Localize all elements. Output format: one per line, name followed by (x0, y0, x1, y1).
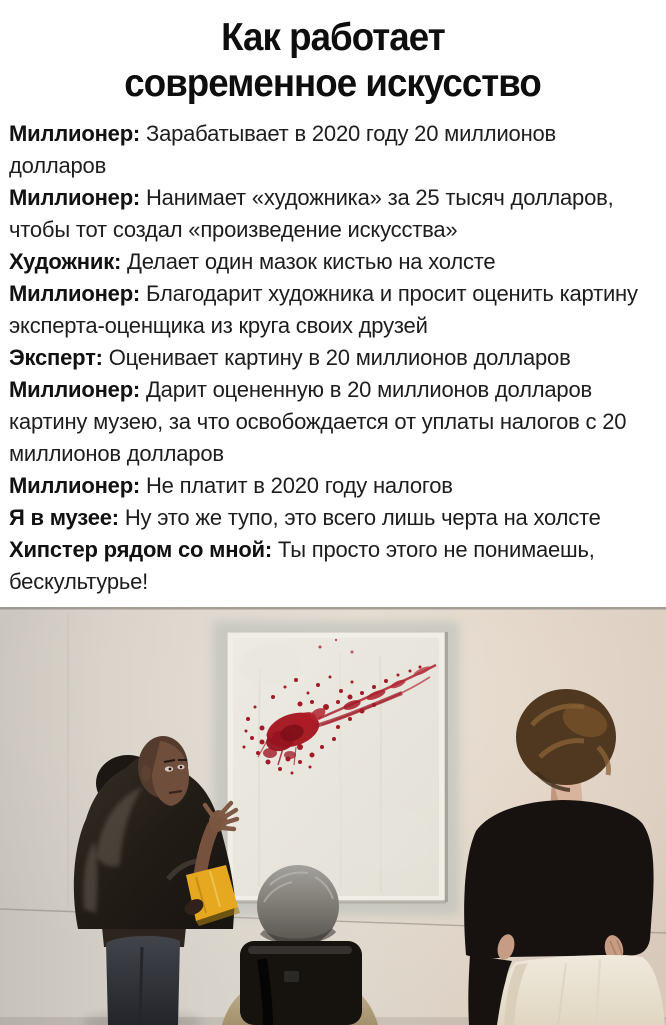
dialogue-text: Ты просто этого не понимаешь, бескультурье! (9, 537, 595, 594)
dialogue-text: Ну это же тупо, это всего лишь черта на холсте (118, 505, 601, 530)
dialogue-line (9, 246, 650, 278)
dialogue-line (9, 502, 650, 534)
dialogue-text: Дарит оцененную в 20 миллионов долларов картину музею, за что освобождается от уплаты налогов с 20 миллионов долларов (9, 377, 627, 466)
title-line-1: Как работает (221, 16, 445, 59)
speaker-label: Миллионер: (9, 473, 141, 498)
meme-title (0, 15, 666, 107)
dialogue-text: Делает один мазок кистью на холсте (121, 249, 496, 274)
painting-canvas (227, 632, 448, 904)
gallery-photo (0, 607, 666, 1025)
speaker-label: Миллионер: (9, 121, 141, 146)
speaker-label: Эксперт: (9, 345, 103, 370)
dialogue-line (9, 278, 650, 342)
dialogue-text: Оценивает картину в 20 миллионов долларов (102, 345, 571, 370)
dialogue-block (9, 118, 650, 598)
dialogue-text: Благодарит художника и просит оценить картину эксперта-оценщика из круга своих друзей (9, 281, 638, 338)
dialogue-line (9, 470, 650, 502)
speaker-label: Миллионер: (9, 281, 141, 306)
speaker-label: Хипстер рядом со мной: (9, 537, 273, 562)
black-top (464, 800, 653, 958)
speaker-label: Я в музее: (9, 505, 119, 530)
dialogue-line (9, 182, 650, 246)
dialogue-text: Нанимает «художника» за 25 тысяч долларов, чтобы тот создал «произведение искусства» (9, 185, 614, 242)
speaker-label: Миллионер: (9, 377, 141, 402)
dialogue-text: Зарабатывает в 2020 году 20 миллионов долларов (9, 121, 557, 178)
speaker-label: Миллионер: (9, 185, 141, 210)
dialogue-line (9, 374, 650, 470)
dialogue-line (9, 342, 650, 374)
gallery-scene-illustration (0, 607, 666, 1025)
dialogue-text: Не платит в 2020 году налогов (140, 473, 453, 498)
dialogue-line (9, 534, 650, 598)
speaker-label: Художник: (9, 249, 122, 274)
dialogue-line (9, 118, 650, 182)
title-line-2: современное искусство (124, 62, 542, 105)
